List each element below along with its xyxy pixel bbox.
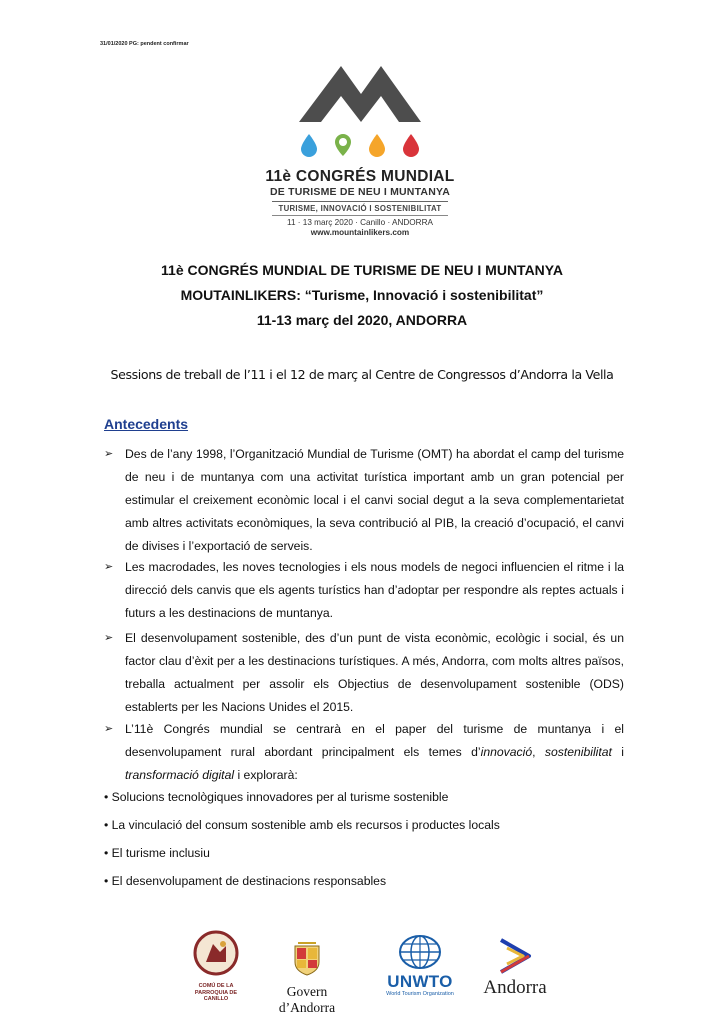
andorra-brand-logo (470, 936, 560, 999)
bullet-item (104, 718, 624, 787)
mountains-and-drops-icon (295, 62, 425, 166)
unwto-subcaption: World Tourism Organization (386, 991, 454, 997)
draft-note: 31/01/2020 PG: pendent confirmar (100, 41, 189, 47)
govern-andorra-logo (262, 938, 352, 1016)
bullet-item (104, 556, 624, 625)
arrow-bullet-icon: ➢ (104, 448, 114, 460)
drop-blue (301, 134, 317, 157)
emphasis-innovacio: innovació (480, 745, 533, 759)
doc-title-line-1: 11è CONGRÉS MUNDIAL DE TURISME DE NEU I MUNTANYA (161, 262, 563, 278)
logo-dates: 11 · 13 març 2020 · Canillo · ANDORRA (287, 218, 433, 227)
canillo-seal-icon (193, 930, 239, 976)
separator: i (611, 745, 625, 759)
separator: , (532, 745, 545, 759)
arrow-bullet-icon: ➢ (104, 723, 114, 735)
bullet-text-pre: L’11è Congrés mundial se centrarà en el paper del turisme de muntanya i el desenvolupament rural abordant principalment els temes d’ (125, 722, 624, 759)
bullet-text (125, 718, 624, 787)
logo-tagline: TURISME, INNOVACIÓ I SOSTENIBILITAT (278, 204, 442, 213)
logo-divider (272, 201, 448, 202)
arrow-bullet-icon: ➢ (104, 561, 114, 573)
emphasis-transformacio-digital: transformació digital (125, 768, 235, 782)
bullet-text: El desenvolupament sostenible, des d’un punt de vista econòmic, ecològic i social, és un factor clau d’èxit per a les destinacions turístiques. A més, Andorra, com molts altres països, treballa actualment per assolir els Objectius de desenvolupament sostenible (ODS) establerts per les Nacions Unides el 2015. (125, 631, 624, 714)
emphasis-sostenibilitat: sostenibilitat (544, 745, 612, 759)
bullet-item (104, 627, 624, 719)
bullet-text: Les macrodades, les noves tecnologies i els nous models de negoci influencien el ritme i la direcció dels canvis que els agents turístics han d’adoptar per respondre als reptes actuals i futurs a les destinacions de muntanya. (125, 560, 624, 620)
drop-red (403, 134, 419, 157)
govern-andorra-caption: Govern d’Andorra (278, 984, 336, 1015)
bullet-text: Des de l’any 1998, l’Organització Mundial de Turisme (OMT) ha abordat el camp del turisme de neu i de muntanya com una activitat turística important amb un gran potencial per estimular el creixement econòmic local i el canvi social degut a la seva complementarietat amb altres activitats econòmiques, la seva contribució al PIB, la creació d’ocupació, el canvi de divises i l’exportació de serveis. (125, 447, 624, 553)
doc-title-line-3: 11-13 març del 2020, ANDORRA (256, 312, 468, 328)
andorra-caption: Andorra (483, 977, 547, 998)
bullet-text-post: i explorarà: (234, 768, 298, 782)
section-heading: Antecedents (104, 416, 189, 432)
unwto-caption: UNWTO (387, 972, 453, 991)
comu-canillo-logo (183, 930, 249, 1003)
andorra-brand-icon (493, 936, 537, 974)
doc-title-line-2: MOUTAINLIKERS: “Turisme, Innovació i sostenibilitat” (180, 287, 544, 303)
unwto-logo (380, 935, 460, 997)
arrow-bullet-icon: ➢ (104, 632, 114, 644)
mountain-shape (299, 66, 421, 122)
pin-green (335, 134, 351, 156)
congress-logo (250, 62, 470, 237)
unwto-globe-icon (398, 935, 442, 969)
sub-item: • El turisme inclusiu (104, 846, 210, 860)
sessions-line: Sessions de treball de l’11 i el 12 de març al Centre de Congressos d’Andorra la Vella (110, 367, 614, 382)
sub-item: • El desenvolupament de destinacions responsables (104, 874, 387, 888)
drop-orange (369, 134, 385, 157)
logo-subtitle: DE TURISME DE NEU I MUNTANYA (269, 186, 451, 198)
andorra-coat-of-arms-icon (292, 938, 322, 976)
logo-website: www.mountainlikers.com (310, 228, 410, 237)
sub-item: • La vinculació del consum sostenible amb els recursos i productes locals (104, 818, 500, 832)
comu-canillo-caption: COMÚ DE LA PARROQUIA DE CANILLO (194, 983, 238, 1002)
logo-divider-2 (272, 215, 448, 216)
sub-item: • Solucions tecnològiques innovadores per al turisme sostenible (104, 790, 449, 804)
bullet-item (104, 443, 624, 558)
logo-title: 11è CONGRÉS MUNDIAL (265, 168, 455, 185)
